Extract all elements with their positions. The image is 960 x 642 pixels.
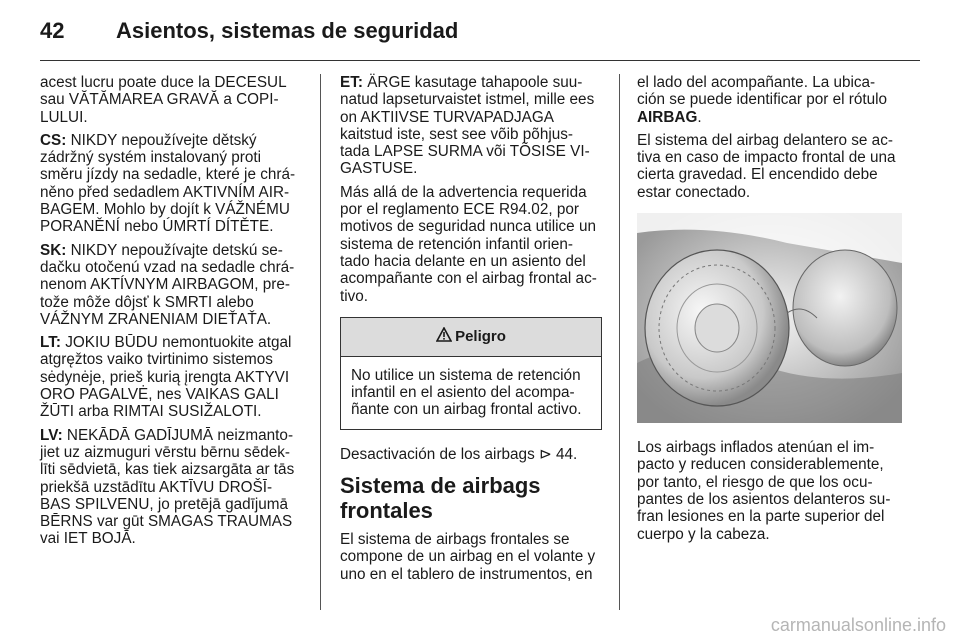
- lang-label-sk: SK:: [40, 241, 67, 259]
- paragraph-activation: El sistema del airbag delantero se ac-tiva en caso de impacto frontal de una cierta gravedad. El encendido debe estar conectado.: [637, 131, 896, 201]
- airbag-illustration: [637, 213, 902, 423]
- paragraph-location: el lado del acompañante. La ubica-ción se puede identificar por el rótulo AIRBAG.: [637, 74, 888, 126]
- paragraph-et: ET: ÄRGE kasutage tahapoole suu-natud lapseturvaistet istmel, mille ees on AKTIIVSE TURVAPADJAGA kaitstud iste, sest see võib põhjus-tada LAPSE SURMA või TÕSISE VI-GASTUSE.: [340, 74, 595, 178]
- lang-label-lt: LT:: [40, 334, 61, 352]
- page-number: 42: [40, 18, 65, 43]
- lang-label-et: ET:: [340, 74, 363, 91]
- column-3: [637, 74, 902, 549]
- page-reference-link[interactable]: 44.: [556, 445, 578, 463]
- warning-box: [340, 317, 602, 430]
- page-reference-icon: ⊳: [538, 445, 552, 463]
- airbag-label: AIRBAG: [637, 108, 698, 126]
- warning-header: [341, 318, 601, 357]
- paragraph-lt: LT: JOKIU BŪDU nemontuokite atgal atgręžtos vaiko tvirtinimo sistemos sėdynėje, prieš kurią įrengta AKTYVI ORO PAGALVĖ, nes VAIKAS GALI ŽŪTI arba RIMTAI SUSIŽALOTI.: [40, 334, 292, 421]
- column-1: [40, 74, 302, 554]
- section-title: Sistema de airbags frontales: [340, 473, 541, 524]
- lang-label-cs: CS:: [40, 131, 67, 149]
- page-title: Asientos, sistemas de seguridad: [116, 18, 459, 43]
- warning-triangle-icon: [436, 327, 452, 346]
- section-intro: El sistema de airbags frontales se compone de un airbag en el volante y uno en el tablero de instrumentos, en: [340, 531, 596, 583]
- warning-text: No utilice un sistema de retención infantil en el asiento del acompa-ñante con un airbag frontal activo.: [351, 366, 582, 419]
- deactivation-reference: Desactivación de los airbags ⊳ 44.: [340, 445, 578, 463]
- paragraph-sk: SK: NIKDY nepoužívajte detskú se-dačku otočenú vzad na sedadle chrá-nenom AKTÍVNYM AIRBAGOM, pre-tože môže dôjsť k SMRTI alebo VÁŽNYM ZRANENIAM DIEŤAŤA.: [40, 241, 295, 328]
- column-divider-1: [320, 74, 321, 610]
- paragraph-ro: acest lucru poate duce la DECESUL sau VĂTĂMAREA GRAVĂ a COPI-LULUI.: [40, 74, 287, 126]
- column-divider-2: [619, 74, 620, 610]
- paragraph-lv: LV: NEKĀDĀ GADĪJUMĀ neizmanto-jiet uz aizmuguri vērstu bērnu sēdek-līti sēdvietā, kas tiek aizsargāta ar tās priekšā uzstādītu AKTĪVU DROŠĪ-BAS SPILVENU, jo pretējā gadījumā BĒRNS var gūt SMAGAS TRAUMAS vai IET BOJĀ.: [40, 426, 295, 548]
- lang-label-lv: LV:: [40, 426, 63, 444]
- header-divider: [40, 60, 920, 61]
- watermark-text: carmanualsonline.info: [770, 615, 946, 635]
- warning-title: Peligro: [455, 328, 506, 346]
- paragraph-cs: CS: NIKDY nepoužívejte dětský zádržný systém instalovaný proti směru jízdy na sedadle, které je chrá-něno před sedadlem AKTIVNÍM AIR-BAGEM. Mohlo by dojít k VÁŽNÉMU PORANĚNÍ nebo ÚMRTÍ DÍTĚTE.: [40, 131, 296, 236]
- column-2: [340, 74, 602, 589]
- page-header: [40, 18, 920, 50]
- paragraph-ece-warning: Más allá de la advertencia requerida por el reglamento ECE R94.02, por motivos de seguridad nunca utilice un sistema de retención infantil orien-tado hacia delante en un asiento del acompañante con el airbag frontal ac-tivo.: [340, 183, 597, 305]
- paragraph-protection: Los airbags inflados atenúan el im-pacto y reducen considerablemente, por tanto, el riesgo de que los ocu-pantes de los asientos delanteros su-fran lesiones en la parte superior del cuerpo y la cabeza.: [637, 439, 891, 543]
